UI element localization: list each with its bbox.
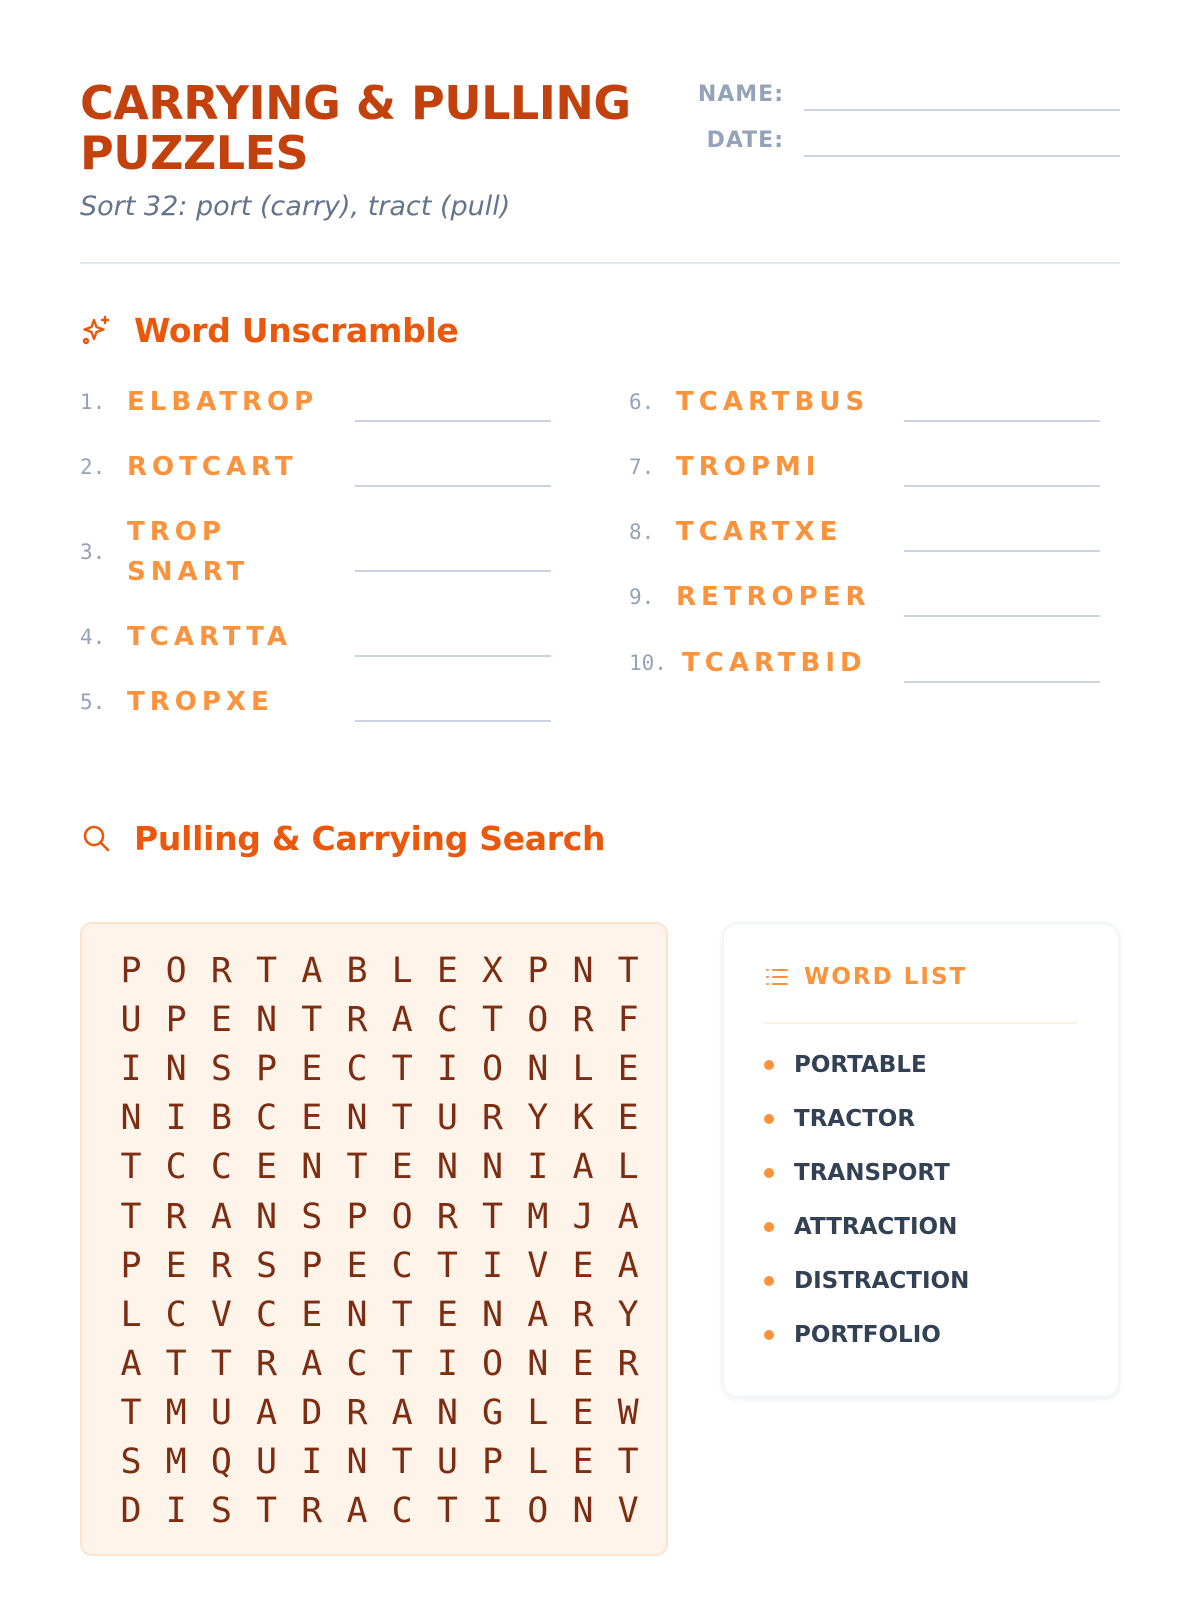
grid-letter[interactable]: N (346, 1294, 368, 1335)
date-field[interactable] (804, 155, 1120, 157)
grid-letter[interactable]: U (436, 1442, 458, 1482)
grid-letter[interactable]: E (346, 1245, 368, 1286)
grid-letter[interactable]: I (436, 1343, 458, 1384)
date-label: DATE: (706, 128, 784, 153)
scrambled-word: TCARTBID (682, 648, 867, 678)
word-search-grid (80, 922, 668, 1556)
word-list-word: TRACTOR (794, 1106, 916, 1132)
search-heading (80, 818, 605, 858)
grid-letter[interactable]: N (527, 1343, 549, 1384)
grid-letter[interactable]: N (301, 1147, 323, 1188)
grid-letter[interactable]: P (301, 1245, 323, 1286)
grid-letter[interactable]: N (256, 1196, 278, 1237)
grid-letter[interactable]: P (482, 1442, 504, 1482)
grid-letter[interactable]: T (436, 1491, 458, 1532)
grid-letter[interactable]: I (482, 1491, 504, 1532)
grid-letter[interactable]: C (391, 1245, 413, 1286)
grid-letter[interactable]: P (527, 951, 549, 991)
grid-letter[interactable]: C (210, 1147, 232, 1188)
grid-letter[interactable]: N (346, 1442, 368, 1482)
grid-letter[interactable]: T (301, 1000, 323, 1041)
grid-letter[interactable]: T (391, 1049, 413, 1090)
bullet-icon (764, 1060, 774, 1070)
grid-letter[interactable]: N (346, 1098, 368, 1139)
scrambled-word: RETROPER (676, 582, 871, 612)
grid-letter[interactable]: E (301, 1294, 323, 1335)
word-list-item (764, 1266, 969, 1296)
grid-letter[interactable]: T (617, 951, 639, 991)
grid-letter[interactable]: D (120, 1491, 142, 1532)
grid-letter[interactable]: S (210, 1491, 232, 1532)
grid-letter[interactable]: R (436, 1196, 458, 1237)
grid-letter[interactable]: E (301, 1098, 323, 1139)
grid-letter[interactable]: C (346, 1049, 368, 1090)
bullet-icon (764, 1114, 774, 1124)
answer-line[interactable] (355, 420, 551, 422)
grid-letter[interactable]: Q (210, 1442, 232, 1482)
grid-letter[interactable]: T (436, 1245, 458, 1286)
grid-letter[interactable]: P (165, 1000, 187, 1041)
scrambled-word: TCARTXE (676, 517, 843, 547)
grid-letter[interactable]: R (165, 1196, 187, 1237)
grid-letter[interactable]: A (256, 1392, 278, 1433)
item-number: 1. (80, 390, 106, 414)
answer-line[interactable] (904, 485, 1100, 487)
grid-letter[interactable]: V (527, 1245, 549, 1286)
grid-letter[interactable]: A (391, 1000, 413, 1041)
grid-letter[interactable]: P (120, 951, 142, 991)
grid-letter[interactable]: E (165, 1245, 187, 1286)
header-divider (80, 262, 1120, 264)
item-number: 3. (80, 540, 106, 564)
unscramble-heading (80, 310, 459, 350)
grid-letter[interactable]: N (482, 1294, 504, 1335)
scrambled-word: ROTCART (127, 452, 298, 482)
grid-letter[interactable]: E (572, 1245, 594, 1286)
grid-letter[interactable]: R (346, 1392, 368, 1433)
grid-letter[interactable]: T (391, 1294, 413, 1335)
grid-letter[interactable]: A (617, 1245, 639, 1286)
page-subtitle: Sort 32: port (carry), tract (pull) (80, 191, 511, 222)
bullet-icon (764, 1276, 774, 1286)
grid-letter[interactable]: A (301, 951, 323, 991)
item-number: 9. (629, 585, 655, 609)
grid-letter[interactable]: G (482, 1392, 504, 1433)
grid-letter[interactable]: E (210, 1000, 232, 1041)
grid-letter[interactable]: T (346, 1147, 368, 1188)
grid-letter[interactable]: E (436, 1294, 458, 1335)
bullet-icon (764, 1330, 774, 1340)
grid-letter[interactable]: I (165, 1491, 187, 1532)
bullet-icon (764, 1168, 774, 1178)
grid-letter[interactable]: E (617, 1049, 639, 1090)
answer-line[interactable] (904, 615, 1100, 617)
grid-letter[interactable]: V (617, 1491, 639, 1532)
grid-letter[interactable]: I (482, 1245, 504, 1286)
grid-letter[interactable]: T (391, 1098, 413, 1139)
grid-letter[interactable]: P (256, 1049, 278, 1090)
grid-letter[interactable]: M (165, 1442, 187, 1482)
grid-letter[interactable]: L (120, 1294, 142, 1335)
grid-letter[interactable]: T (256, 1491, 278, 1532)
worksheet (80, 0, 1120, 1600)
grid-letter[interactable]: S (210, 1049, 232, 1090)
grid-letter[interactable]: E (617, 1098, 639, 1139)
grid-letter[interactable]: C (256, 1098, 278, 1139)
grid-letter[interactable]: M (165, 1392, 187, 1433)
answer-line[interactable] (904, 681, 1100, 683)
scrambled-word: TCARTTA (127, 622, 292, 652)
grid-letter[interactable]: A (346, 1491, 368, 1532)
grid-letter[interactable]: S (256, 1245, 278, 1286)
grid-letter[interactable]: N (165, 1049, 187, 1090)
word-list-item (764, 1104, 915, 1134)
grid-letter[interactable]: C (391, 1491, 413, 1532)
answer-line[interactable] (904, 550, 1100, 552)
grid-letter[interactable]: T (256, 951, 278, 991)
answer-line[interactable] (355, 655, 551, 657)
grid-letter[interactable]: T (482, 1000, 504, 1041)
grid-letter[interactable]: T (165, 1343, 187, 1384)
grid-letter[interactable]: T (391, 1442, 413, 1482)
grid-letter[interactable]: A (391, 1392, 413, 1433)
grid-letter[interactable]: A (527, 1294, 549, 1335)
grid-letter[interactable]: T (391, 1343, 413, 1384)
grid-letter[interactable]: O (165, 951, 187, 991)
grid-letter[interactable]: P (120, 1245, 142, 1286)
name-row (692, 78, 1120, 112)
grid-letter[interactable]: T (617, 1442, 639, 1482)
answer-line[interactable] (904, 420, 1100, 422)
word-list-heading (764, 964, 967, 990)
item-number: 7. (629, 455, 655, 479)
grid-letter[interactable]: R (572, 1000, 594, 1041)
grid-letter[interactable]: I (436, 1049, 458, 1090)
answer-line[interactable] (355, 485, 551, 487)
grid-letter[interactable]: R (301, 1491, 323, 1532)
grid-letter[interactable]: T (482, 1196, 504, 1237)
grid-letter[interactable]: E (572, 1343, 594, 1384)
word-list-title: WORD LIST (804, 964, 968, 990)
grid-letter[interactable]: R (482, 1098, 504, 1139)
word-list-word: TRANSPORT (794, 1160, 950, 1186)
bullet-icon (764, 1222, 774, 1232)
word-list-item (764, 1050, 927, 1080)
name-label: NAME: (697, 82, 784, 107)
list-icon (764, 964, 790, 990)
grid-letter[interactable]: R (572, 1294, 594, 1335)
grid-letter[interactable]: F (617, 1000, 639, 1041)
grid-letter[interactable]: U (120, 1000, 142, 1041)
grid-letter[interactable]: A (120, 1343, 142, 1384)
grid-letter[interactable]: A (301, 1343, 323, 1384)
grid-letter[interactable]: A (617, 1196, 639, 1237)
grid-letter[interactable]: R (210, 1245, 232, 1286)
sparkles-icon (80, 314, 112, 346)
grid-letter[interactable]: L (617, 1147, 639, 1188)
word-list-item (764, 1320, 941, 1350)
word-list-word: DISTRACTION (794, 1268, 970, 1294)
item-number: 8. (629, 520, 655, 544)
scrambled-word: TROPXE (127, 687, 274, 717)
item-number: 4. (80, 625, 106, 649)
grid-letter[interactable]: X (482, 951, 504, 991)
grid-letter[interactable]: N (572, 1491, 594, 1532)
grid-letter[interactable]: E (301, 1049, 323, 1090)
grid-letter[interactable]: E (572, 1392, 594, 1433)
grid-letter[interactable]: C (165, 1294, 187, 1335)
grid-letter[interactable]: R (210, 951, 232, 991)
item-number: 6. (629, 390, 655, 414)
grid-letter[interactable]: L (527, 1442, 549, 1482)
grid-letter[interactable]: I (120, 1049, 142, 1090)
search-title: Pulling & Carrying Search (134, 818, 606, 858)
grid-letter[interactable]: N (120, 1098, 142, 1139)
grid-letter[interactable]: O (482, 1343, 504, 1384)
grid-letter[interactable]: K (572, 1098, 594, 1139)
grid-letter[interactable]: J (572, 1196, 594, 1237)
grid-letter[interactable]: W (617, 1392, 639, 1433)
date-row (692, 124, 1120, 158)
grid-letter[interactable]: S (301, 1196, 323, 1237)
grid-letter[interactable]: I (527, 1147, 549, 1188)
grid-letter[interactable]: C (165, 1147, 187, 1188)
grid-letter[interactable]: N (572, 951, 594, 991)
grid-letter[interactable]: C (256, 1294, 278, 1335)
item-number: 10. (629, 651, 667, 675)
grid-letter[interactable]: B (210, 1098, 232, 1139)
grid-letter[interactable]: O (391, 1196, 413, 1237)
grid-letter[interactable]: Y (527, 1098, 549, 1139)
grid-letter[interactable]: N (256, 1000, 278, 1041)
word-list-word: PORTABLE (794, 1052, 927, 1078)
grid-letter[interactable]: N (527, 1049, 549, 1090)
grid-letter[interactable]: R (256, 1343, 278, 1384)
grid-letter[interactable]: B (346, 951, 368, 991)
grid-letter[interactable]: T (120, 1196, 142, 1237)
search-icon (80, 822, 112, 854)
name-field[interactable] (804, 109, 1120, 111)
grid-letter[interactable]: N (436, 1392, 458, 1433)
grid-letter[interactable]: R (617, 1343, 639, 1384)
grid-letter[interactable]: O (482, 1049, 504, 1090)
grid-letter[interactable]: T (210, 1343, 232, 1384)
grid-letter[interactable]: S (120, 1442, 142, 1482)
grid-letter[interactable]: A (210, 1196, 232, 1237)
grid-letter[interactable]: C (346, 1343, 368, 1384)
grid-letter[interactable]: E (572, 1442, 594, 1482)
grid-letter[interactable]: D (301, 1392, 323, 1433)
word-list-item (764, 1158, 950, 1188)
grid-letter[interactable]: E (391, 1147, 413, 1188)
grid-letter[interactable]: E (256, 1147, 278, 1188)
word-list-divider (764, 1022, 1078, 1024)
grid-letter[interactable]: P (346, 1196, 368, 1237)
scrambled-word: TCARTBUS (676, 387, 870, 417)
word-list-panel (722, 922, 1120, 1398)
grid-letter[interactable]: I (301, 1442, 323, 1482)
grid-letter[interactable]: U (210, 1392, 232, 1433)
grid-letter[interactable]: R (346, 1000, 368, 1041)
page-title: CARRYING & PULLING PUZZLES (80, 76, 631, 180)
word-list-word: PORTFOLIO (794, 1322, 941, 1348)
scrambled-word: TROP SNART (127, 517, 250, 587)
item-number: 5. (80, 690, 106, 714)
grid-letter[interactable]: V (210, 1294, 232, 1335)
grid-letter[interactable]: O (527, 1491, 549, 1532)
grid-letter[interactable]: Y (617, 1294, 639, 1335)
grid-letter[interactable]: N (482, 1147, 504, 1188)
scrambled-word: ELBATROP (127, 387, 319, 417)
grid-letter[interactable]: A (572, 1147, 594, 1188)
answer-line[interactable] (355, 720, 551, 722)
grid-letter[interactable]: L (527, 1392, 549, 1433)
word-list-item (764, 1212, 957, 1242)
grid-letter[interactable]: O (527, 1000, 549, 1041)
item-number: 2. (80, 455, 106, 479)
answer-line[interactable] (355, 570, 551, 572)
unscramble-title: Word Unscramble (134, 310, 459, 350)
grid-letter[interactable]: E (436, 951, 458, 991)
grid-letter[interactable]: T (120, 1147, 142, 1188)
grid-letter[interactable]: I (165, 1098, 187, 1139)
grid-letter[interactable]: T (120, 1392, 142, 1433)
grid-letter[interactable]: M (527, 1196, 549, 1237)
grid-letter[interactable]: L (572, 1049, 594, 1090)
grid-letter[interactable]: C (436, 1000, 458, 1041)
grid-letter[interactable]: L (391, 951, 413, 991)
grid-letter[interactable]: U (436, 1098, 458, 1139)
word-list-word: ATTRACTION (794, 1214, 958, 1240)
scrambled-word: TROPMI (676, 452, 821, 482)
grid-letter[interactable]: N (436, 1147, 458, 1188)
grid-letter[interactable]: U (256, 1442, 278, 1482)
